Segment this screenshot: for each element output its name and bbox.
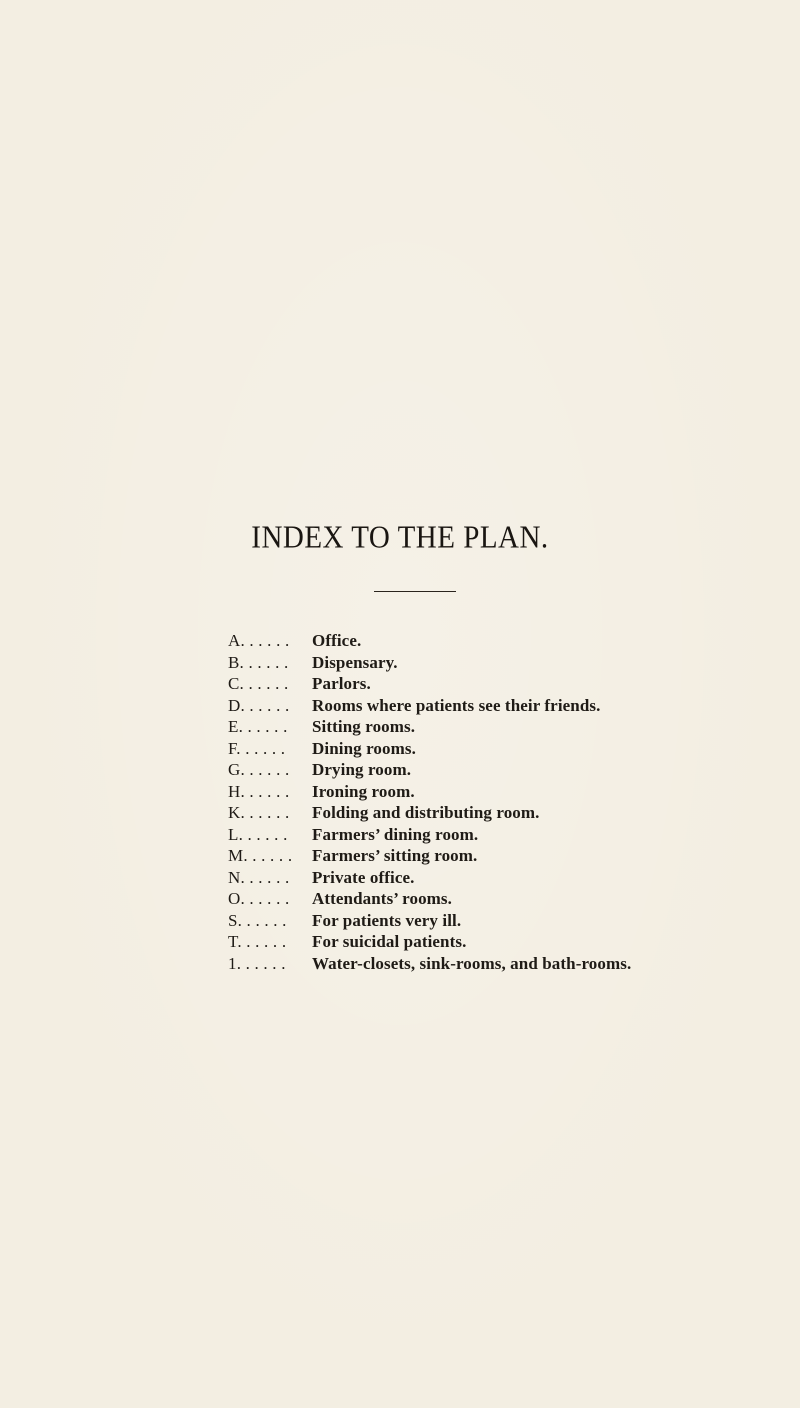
index-key: G. . . . . . (228, 760, 290, 779)
index-description: Water-closets, sink-rooms, and bath-rooms. (312, 953, 632, 973)
list-item (228, 674, 788, 696)
index-description: Ironing room. (312, 781, 415, 801)
index-description: Farmers’ sitting room. (312, 846, 478, 865)
index-description: Dispensary. (312, 652, 398, 672)
list-item (228, 653, 788, 675)
list-item (228, 696, 788, 718)
index-description: For patients very ill. (312, 910, 462, 930)
list-item (228, 782, 788, 804)
index-description: Attendants’ rooms. (312, 889, 452, 908)
index-description: Farmers’ dining room. (312, 824, 479, 844)
index-key: A. . . . . . (228, 631, 290, 650)
index-key: 1. . . . . . (228, 953, 286, 973)
list-item (228, 803, 788, 825)
list-item (228, 825, 788, 847)
index-key: E. . . . . . (228, 717, 288, 736)
index-key: S. . . . . . (228, 910, 287, 930)
list-item (228, 889, 788, 911)
index-key: O. . . . . . (228, 889, 290, 908)
list-item (228, 631, 788, 653)
list-item (228, 932, 788, 954)
index-key: C. . . . . . (228, 674, 289, 693)
index-description: Dining rooms. (312, 738, 416, 758)
list-item (228, 868, 788, 890)
index-key: B. . . . . . (228, 652, 289, 672)
index-description: Drying room. (312, 760, 412, 779)
index-key: L. . . . . . (228, 824, 288, 844)
list-item (228, 739, 788, 761)
index-description: Private office. (312, 867, 415, 887)
index-key: H. . . . . . (228, 781, 290, 801)
index-description: Office. (312, 631, 362, 650)
list-item (228, 846, 788, 868)
index-key: M. . . . . . (228, 846, 293, 865)
index-description: Parlors. (312, 674, 371, 693)
index-key: N. . . . . . (228, 867, 290, 887)
list-item (228, 911, 788, 933)
title-divider (374, 591, 456, 592)
list-item (228, 717, 788, 739)
index-key: D. . . . . . (228, 695, 290, 715)
index-description: Folding and distributing room. (312, 803, 540, 822)
list-item (228, 954, 788, 976)
index-description: For suicidal patients. (312, 932, 467, 951)
index-description: Sitting rooms. (312, 717, 416, 736)
index-key: K. . . . . . (228, 803, 290, 822)
index-description: Rooms where patients see their friends. (312, 695, 601, 715)
plan-index-list (228, 631, 788, 975)
index-key: F. . . . . . (228, 738, 286, 758)
page-title: INDEX TO THE PLAN. (251, 520, 549, 556)
index-key: T. . . . . . (228, 932, 287, 951)
list-item (228, 760, 788, 782)
